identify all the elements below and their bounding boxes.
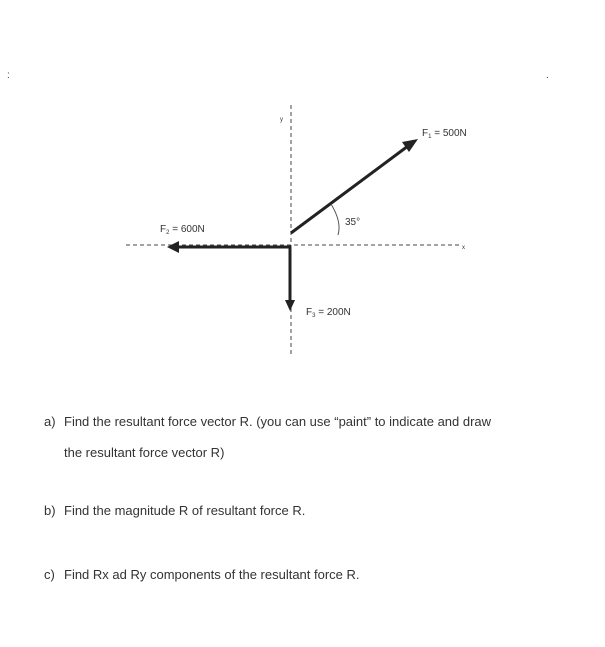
question-c-letter: c) [44,567,55,582]
angle-arc [331,204,339,235]
question-c [44,567,360,583]
question-b-letter: b) [44,503,56,518]
question-a [44,414,491,430]
corner-dot: . [546,70,549,81]
question-a-continuation: the resultant force vector R) [64,445,225,460]
f1-label: $F_1 = 500N$ [422,128,467,140]
f2-label: $F_2 = 600N$ [160,224,205,236]
corner-mark: : [7,70,10,81]
question-b [44,503,305,519]
question-c-text: Find Rx ad Ry components of the resultant force R. [64,567,360,582]
angle-label: 35° [345,217,361,228]
x-axis-label: x [462,245,465,251]
f3-label: $F_3 = 200N$ [306,307,351,319]
f3-arrow-head [285,300,295,311]
y-axis-label: y [280,117,283,123]
question-a-text: Find the resultant force vector R. (you can use “paint” to indicate and draw [64,414,492,429]
question-a-letter: a) [44,414,56,429]
question-b-text: Find the magnitude R of resultant force R. [64,503,306,518]
f2-arrow-head [167,241,179,253]
